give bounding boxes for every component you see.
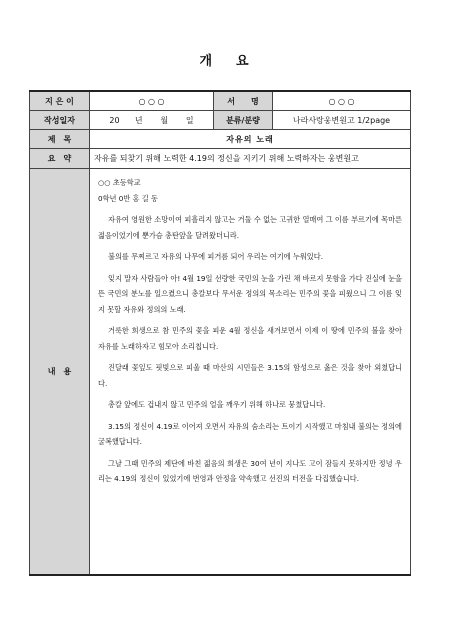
summary-row (30, 149, 411, 169)
title-row (30, 130, 411, 149)
summary-value[interactable]: 자유를 되찾기 위해 노력한 4.19의 정신을 지키기 위해 노력하자는 웅변원고 (90, 149, 411, 169)
content-paragraph: 거룩한 희생으로 참 민주의 꽃을 피운 4월 정신을 새겨보면서 이제 이 땅에 민주의 불을 찾아 자유를 노래하자고 힘모아 소리칩니다. (98, 326, 402, 351)
content-paragraph: 불의를 무찌르고 자유의 나무에 피거름 되어 우리는 여기에 누워있다. (108, 252, 323, 261)
page-title (0, 50, 450, 69)
title-value[interactable]: 자유의 노래 (90, 130, 411, 149)
content-paragraph: 총칼 앞에도 겁내지 않고 민주의 얼을 깨우기 위해 하나로 뭉쳤답니다. (108, 400, 326, 409)
content-row (30, 169, 411, 576)
page-title-right: 요 (236, 54, 251, 69)
content-student: 0학년 0반 홍 길 동 (98, 193, 158, 203)
date-label: 작성일자 (30, 111, 90, 130)
author-value[interactable]: ○ ○ ○ (90, 91, 214, 111)
content-paragraph: 진달래 꽃잎도 핏빛으로 피울 때 마산의 시민들은 3.15의 함성으로 옳은 것을 찾아 외쳤답니다. (98, 363, 402, 388)
date-year: 20 (109, 115, 120, 125)
author-label: 지 은 이 (30, 91, 90, 111)
category-label: 분류/분량 (214, 111, 273, 130)
date-year-unit: 년 (134, 115, 143, 125)
content-school: ○○ 초등학교 (98, 178, 141, 187)
category-value[interactable]: 나라사랑웅변원고 1/2page (273, 111, 411, 130)
summary-label: 요 약 (30, 149, 90, 169)
author-row (30, 91, 411, 111)
date-value[interactable] (90, 111, 214, 130)
content-paragraph: 3.15의 정신이 4.19로 이어져 오면서 자유의 숨소리는 트이기 시작했고 마침내 불의는 정의에 굴복했답니다. (98, 421, 402, 446)
page-title-left: 개 (199, 54, 214, 69)
signature-value[interactable]: ○ ○ ○ (273, 91, 411, 111)
content-paragraph: 잊지 말자 사람들아 아! 4월 19일 선량한 국민의 눈을 가린 채 바르지 못함을 가다 진실에 눈을 뜬 국민의 분노를 일으켰으니 총칼보다 무서운 정의의 목소리는 민주의 꽃을 피웠으니 그 이름 잊지 못할 자유와 정의의 노래. (98, 273, 402, 314)
date-month-unit: 월 (160, 115, 169, 125)
signature-label: 서 명 (214, 91, 273, 111)
content-body[interactable] (90, 169, 411, 576)
title-label: 제 목 (30, 130, 90, 149)
document-form-table (29, 90, 411, 576)
content-label: 내 용 (30, 169, 90, 576)
date-day-unit: 일 (185, 115, 194, 125)
content-paragraph: 자유여 영원한 소망이여 피흘리지 않고는 거둘 수 없는 고귀한 열매여 그 이름 부르기에 목마른 젊음이었기에 뿐가슴 총탄앞을 달려왔더니라. (98, 215, 402, 240)
content-paragraph: 그날 그때 민주의 제단에 바친 젊음의 희생은 30여 년이 지나도 고이 잠들지 못하지만 정녕 우리는 4.19의 정신이 있었기에 번영과 안정을 약속했고 선진의 터전을 다집했습니다. (98, 458, 402, 483)
date-row (30, 111, 411, 130)
